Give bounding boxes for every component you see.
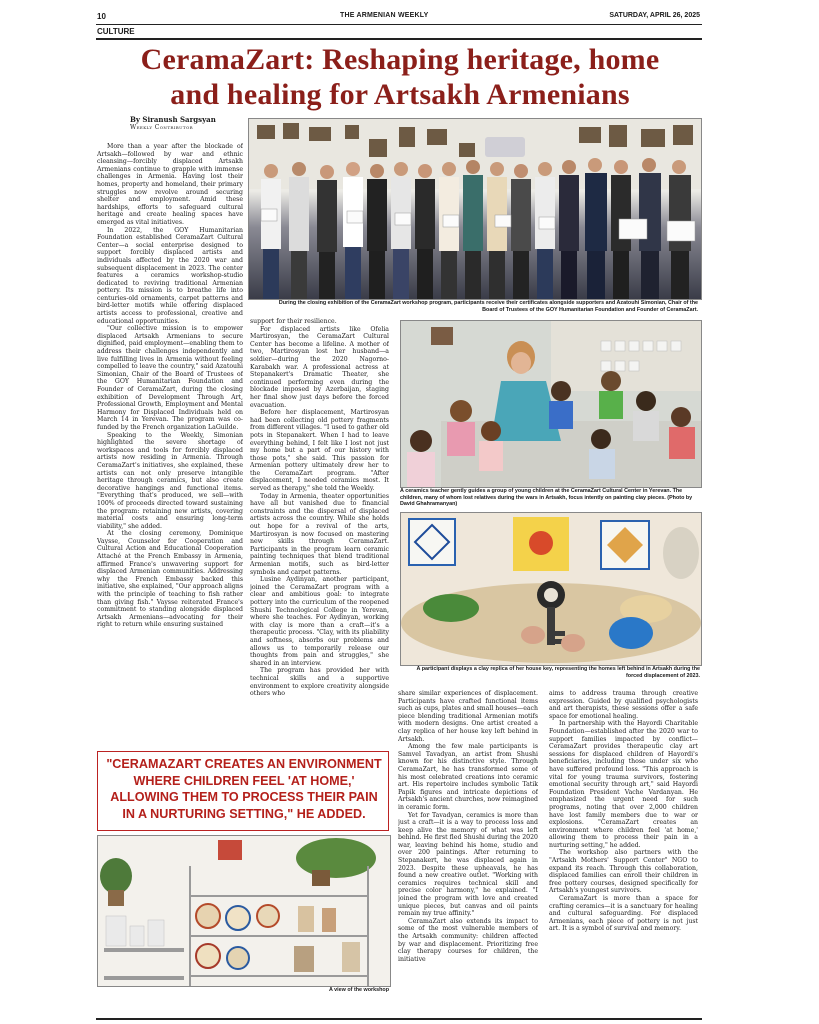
paragraph: Yet for Tavadyan, ceramics is more than just a craft—it is a way to process loss and keep alive the memory of what was left behind. He first fled Shushi during the 2020 war, leaving behind his home, studio and over 200 paintings. After returning to Stepanakert, he was displaced again in 2023. Despite these upheavals, he has found a new creative outlet. "Working with ceramics requires technical skill and precise color harmony," he explained. "I joined the program with love and created unique pieces, but canvas and oil paints remain my true affinity." bbox=[398, 811, 538, 918]
photo-closing-exhibition bbox=[248, 118, 702, 300]
paragraph: Lusine Aydinyan, another participant, joined the CeramaZart program with a clear and ambitious goal: to integrate pottery into the curriculum of the reopened Shushi Technological College in Yerevan, where she teaches. For Aydinyan, working with clay is more than a craft—it's a therapeutic process. "Clay, with its pliability and softness, absorbs our problems and allows us to temporarily release our thoughts from pain and struggles," she shared in an interview. bbox=[250, 576, 389, 667]
paragraph: support for their resilience. bbox=[250, 318, 337, 325]
section-label: CULTURE bbox=[97, 27, 135, 36]
photo-children-class bbox=[400, 320, 702, 488]
paragraph: More than a year after the blockade of Artsakh—followed by war and ethnic cleansing—forcibly displaced Artsakh Armenians continue to grapple with immense challenges in Armenia. Having lost their homes, property and homeland, their primary struggles now revolve around securing shelter and employment. Amid these hardships, efforts to safeguard cultural heritage and create healing spaces have emerged as vital initiatives. bbox=[97, 143, 243, 226]
pull-quote: "CERAMAZART CREATES AN ENVIRONMENT WHERE CHILDREN FEEL 'AT HOME,' ALLOWING THEM TO PROCESS THEIR PAIN IN A NURTURING SETTING," HE ADDED. bbox=[106, 757, 382, 821]
paragraph: aims to address trauma through creative expression. Guided by qualified psychologists and art therapists, these sessions offer a safe space for emotional healing. bbox=[549, 690, 698, 720]
page-number: 10 bbox=[97, 12, 106, 21]
byline-role: Weekly Contributor bbox=[130, 124, 194, 131]
headline-line-1: CeramaZart: Reshaping heritage, home bbox=[140, 43, 660, 76]
headline bbox=[96, 42, 704, 112]
paragraph: "Our collective mission is to empower displaced Artsakh Armenians to secure dignified, paid employment—enabling them to address their challenges independently and live fulfilling lives in Armenia without feeling compelled to leave the country," said Azatouhi Simonian, Chair of the Board of Trustees of the GOY Humanitarian Foundation and Founder of CeramaZart, during the closing exhibition of Development Through Art, Professional Growth, Employment and Mental Harmony for Displaced Individuals held on March 14 in Yerevan. The program was co-funded by the French organization LaGuilde. bbox=[97, 325, 243, 431]
paragraph: CeramaZart also extends its impact to some of the most vulnerable members of the Artsakh community: children affected by war and displacement. Prioritizing free clay therapy courses for children, the initiative bbox=[398, 917, 538, 963]
footer-rule bbox=[96, 1018, 702, 1020]
paragraph: At the closing ceremony, Dominique Vaysse, Counselor for Cooperation and Cultural Action and Educational Cooperation Attaché at the French Embassy in Armenia, affirmed France's unwavering support for displaced Armenian communities. Addressing why the French Embassy backed this initiative, she explained, "Our approach aligns with the principle of teaching to fish rather than giving fish." Vaysse reiterated France's commitment to standing alongside displaced Artsakh Armenians—advocating for their right to return while ensuring sustained bbox=[97, 530, 243, 629]
paragraph: Among the few male participants is Samvel Tavadyan, an artist from Shushi known for his distinctive style. Through CeramaZart, he has transformed some of his most celebrated creations into ceramic art. His repertoire includes symbolic Tatik Papik figures and intricate depictions of Artsakh's ancient churches, now reimagined in ceramic form. bbox=[398, 743, 538, 811]
paragraph: CeramaZart is more than a space for crafting ceramics—it is a sanctuary for healing and cultural safeguarding. For displaced Armenians, each piece of pottery is not just art. It is a symbol of survival and memory. bbox=[549, 895, 698, 933]
photo-children-class-illustration bbox=[401, 321, 701, 487]
photo-workshop-view bbox=[97, 835, 391, 987]
byline: By Siranush Sargsyan bbox=[130, 115, 216, 124]
paragraph: Before her displacement, Martirosyan had been collecting old pottery fragments from different villages. "I used to gather old pots in Stepanakert. When I had to leave everything behind, I felt like I lost not just my home but a part of our history with those pots," she said. This passion for Armenian pottery ultimately drew her to the CeramaZart program. "After displacement, I needed ceramics most. It served as therapy," she told the Weekly. bbox=[250, 409, 389, 493]
photo-workshop-view-illustration bbox=[98, 836, 390, 986]
paragraph: For displaced artists like Ofelia Martirosyan, the CeramaZart Cultural Center has become a lifeline. A mother of two, Martirosyan lost her husband—a soldier—during the 2020 Nagorno-Karabakh war. A professional actress at Stepanakert's Dramatic Theater, she continued performing even during the blockade imposed by Azerbaijan, staging her final show just days before the forced evacuation. bbox=[250, 325, 389, 409]
publication-name: THE ARMENIAN WEEKLY bbox=[340, 12, 429, 19]
paragraph: Speaking to the Weekly, Simonian highlighted the severe shortage of workspaces and tools for forcibly displaced artists now residing in Armenia. Through CeramaZart's initiatives, she explained, these artists can not only preserve intangible heritage through ceramics, but also create decorative hangings and functional items. "Everything that's produced, we sell—with 100% of proceeds directed toward sustaining the program: retaining new artists, covering material costs and ensuring long-term viability," she added. bbox=[97, 431, 243, 530]
paragraph: share similar experiences of displacement. Participants have crafted functional items such as cups, plates and small houses—each piece blending traditional Armenian motifs with modern designs. One artist created a clay replica of her house key left behind in Artsakh. bbox=[398, 690, 538, 743]
caption-children-class: A ceramics teacher gently guides a group of young children at the CeramaZart Cultural Center in Yerevan. The children, many of whom lost relatives during the wars in Artsakh, focus intently on painting clay pieces. (Photo by David Ghahramanyan) bbox=[400, 488, 693, 508]
caption-clay-key: A participant displays a clay replica of her house key, representing the homes left behind in Artsakh during the forced displacement of 2023. bbox=[416, 666, 700, 679]
caption-closing-exhibition: During the closing exhibition of the CeramaZart workshop program, participants receive their certificates alongside supporters and Azatouhi Simonian, Chair of the Board of Trustees of the GOY Humanitarian Foundation and Founder of CeramaZart. bbox=[278, 300, 698, 313]
photo-clay-key bbox=[400, 512, 702, 666]
paragraph: The program has provided her with technical skills and a supportive environment to explore creativity alongside others who bbox=[250, 667, 389, 698]
paragraph: In partnership with the Hayordi Charitable Foundation—established after the 2020 war to support families impacted by conflict—CeramaZart provides therapeutic clay art sessions for displaced children of Hayordi's beneficiaries, including those under six who have suffered profound loss. "This approach is vital for young trauma survivors, fostering emotional security through art," said Hayordi Foundation President Vache Vardanyan. He emphasized the urgent need for such programs, noting that over 2,000 children have lost family members due to war or explosions. "CeramaZart creates an environment where children feel 'at home,' allowing them to process their pain in a nurturing setting," he added. bbox=[549, 720, 698, 849]
issue-date: SATURDAY, APRIL 26, 2025 bbox=[609, 12, 700, 19]
header-rule bbox=[96, 24, 702, 25]
section-rule bbox=[96, 38, 702, 40]
article-column-4 bbox=[549, 690, 698, 1000]
article-column-3 bbox=[398, 690, 538, 1000]
article-column-2 bbox=[250, 318, 389, 754]
caption-workshop-view: A view of the workshop bbox=[328, 987, 389, 993]
article-column-1 bbox=[97, 143, 243, 723]
photo-closing-exhibition-illustration bbox=[249, 119, 701, 299]
paragraph: In 2022, the GOY Humanitarian Foundation established CeramaZart Cultural Center—a social enterprise designed to support forcibly displaced artists and individuals affected by the 2020 war and subsequent displacement in 2023. The center features a ceramics workshop-studio dedicated to reviving traditional Armenian pottery. Its mission is to breathe life into centuries-old ornaments, carpet patterns and bird-letter motifs while offering displaced artists access to professional, creative and educational opportunities. bbox=[97, 226, 243, 325]
photo-clay-key-illustration bbox=[401, 513, 701, 665]
paragraph: The workshop also partners with the "Artsakh Mothers' Support Center" NGO to expand its reach. Through this collaboration, displaced families can enroll their children in free pottery courses, designed specifically for Artsakh's youngest survivors. bbox=[549, 849, 698, 895]
paragraph: Today in Armenia, theater opportunities have all but vanished due to financial constraints and the dispersal of displaced artists across the country. While she holds out hope for a revival of the arts, Martirosyan is now focused on mastering new skills through CeramaZart. Participants in the program learn ceramic painting techniques that blend traditional Armenian motifs, such as bird-letter symbols and carpet patterns. bbox=[250, 492, 389, 576]
headline-line-2: and healing for Artsakh Armenians bbox=[170, 78, 630, 111]
